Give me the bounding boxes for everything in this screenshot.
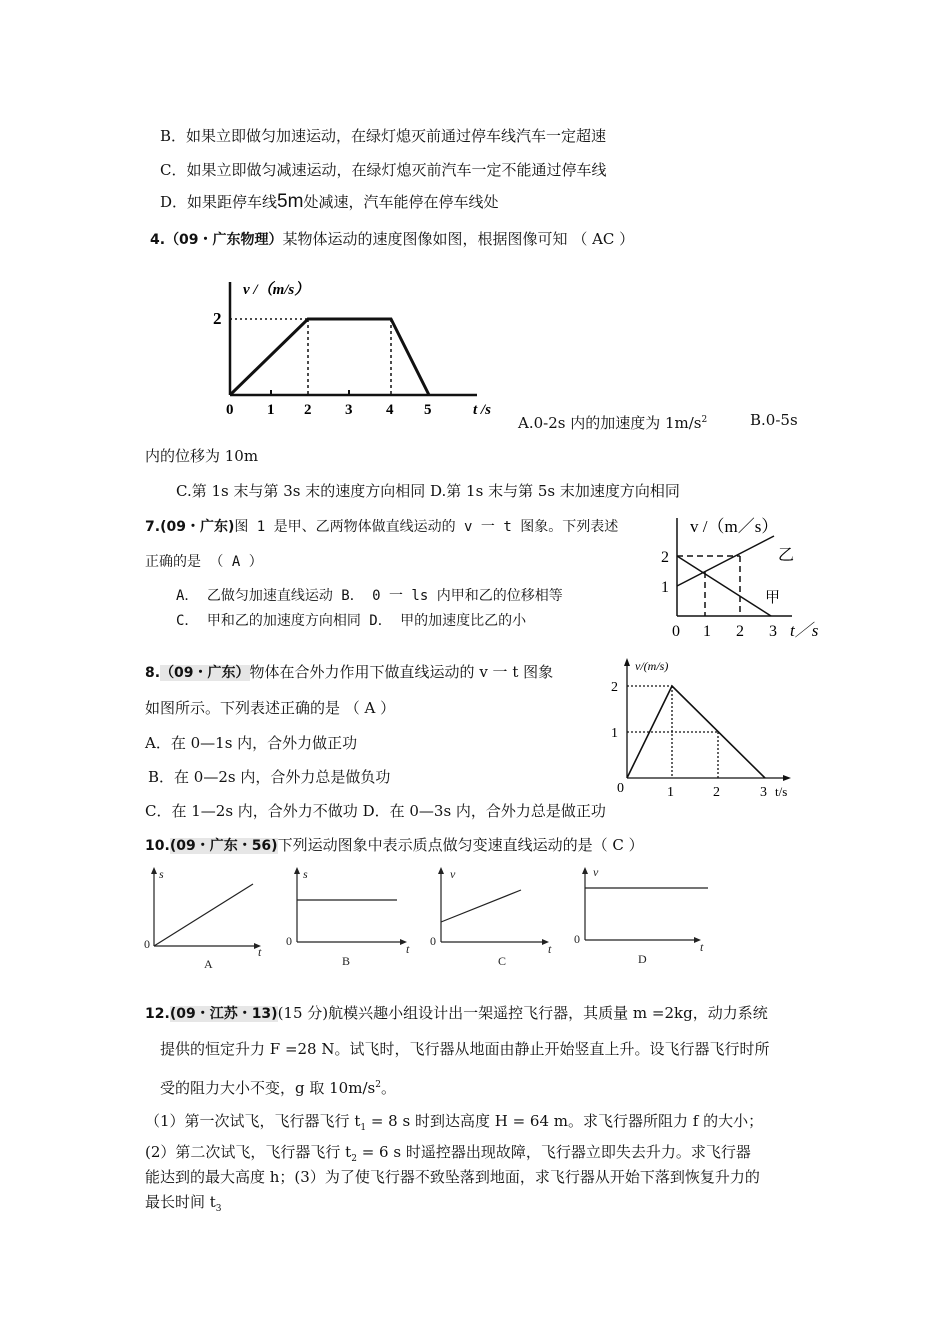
q10-graph-c <box>430 867 552 968</box>
q3-option-c: C．如果立即做匀减速运动，在绿灯熄灭前汽车一定不能通过停车线 <box>160 161 607 179</box>
q8-x-tick-3: 3 <box>760 785 767 800</box>
q12-number: 12. <box>145 1006 170 1022</box>
q8-x-tick-0: 0 <box>617 781 624 796</box>
q7-x-tick-2: 2 <box>736 623 744 640</box>
q7-line-jia-label: 甲 <box>765 590 781 606</box>
q10-graph-b-xlabel: t <box>406 942 410 956</box>
q8-option-a: A．在 0—1s 内，合外力做正功 <box>145 734 358 752</box>
q12-stem-line3 <box>160 1075 396 1098</box>
q7-x-tick-3: 3 <box>769 623 777 640</box>
q10-graph-a-ylabel: s <box>159 867 164 881</box>
q7-y-label: v /（m／s） <box>690 517 779 536</box>
q10-graph-c-caption: C <box>498 954 507 968</box>
q12-part3-end <box>145 1192 222 1219</box>
q12-part3-text: 最长时间 t <box>145 1193 216 1211</box>
q10-graph-b-ylabel: s <box>303 867 308 881</box>
q10-graph-d-origin: 0 <box>574 932 580 946</box>
q10-graphs <box>140 862 720 974</box>
q10-graph-c-origin: 0 <box>430 934 436 948</box>
q8-velocity-graph <box>605 652 805 802</box>
q12-part2-sub: 2 <box>351 1154 357 1164</box>
q10-graph-b-origin: 0 <box>286 934 292 948</box>
q10-graph-d-ylabel: v <box>593 865 599 879</box>
q10-graph-d-xlabel: t <box>700 940 704 954</box>
q12-part1 <box>145 1111 763 1138</box>
q7-velocity-graph <box>652 510 842 645</box>
q10-graph-b <box>286 867 410 968</box>
q4-x-tick-4: 4 <box>386 402 394 418</box>
q7-y-tick-1: 1 <box>661 579 669 596</box>
q4-option-b-end: 内的位移为 10m <box>145 447 259 465</box>
q4-velocity-line <box>230 319 429 395</box>
q3-option-d-text-b: 处减速，汽车能停在停车线处 <box>303 193 499 211</box>
q12-part2-text-a: (2）第二次试飞，飞行器飞行 t <box>145 1143 352 1161</box>
q12-line1: (15 分)航模兴趣小组设计出一架遥控飞行器，其质量 m =2kg，动力系统 <box>277 1004 768 1022</box>
q12-part2-text-b: = 6 s 时遥控器出现故障，飞行器立即失去升力。求飞行器 <box>356 1143 751 1161</box>
q4-velocity-graph <box>205 272 515 422</box>
q10-graph-b-caption: B <box>342 954 351 968</box>
q10-graph-a-line <box>154 884 253 946</box>
q4-y-tick-2: 2 <box>213 309 222 328</box>
q8-y-tick-2: 2 <box>611 680 618 695</box>
q3-option-b: B．如果立即做匀加速运动，在绿灯熄灭前通过停车线汽车一定超速 <box>160 127 607 145</box>
q7-line-yi-label: 乙 <box>778 547 795 564</box>
q7-x-label: t／s <box>790 621 819 640</box>
q12-source: (09・江苏・13) <box>169 1006 278 1022</box>
q10-number: 10. <box>145 838 170 854</box>
q12-part2-3: 能达到的最大高度 h；(3）为了使飞行器不致坠落到地面，求飞行器从开始下落到恢复升力的 <box>145 1168 760 1186</box>
q4-option-a-sup: 2 <box>701 415 708 425</box>
q12-part1-text-b: = 8 s 时到达高度 H = 64 m。求飞行器所阻力 f 的大小； <box>366 1112 764 1130</box>
q4-options-cd: C.第 1s 末与第 3s 末的速度方向相同 D.第 1s 末与第 5s 末加速度方向相同 <box>176 482 680 500</box>
q4-option-a <box>518 410 707 433</box>
q7-options-cd: C． 甲和乙的加速度方向相同 D． 甲的加速度比乙的小 <box>176 613 527 629</box>
q10-graph-c-xlabel: t <box>548 942 552 956</box>
q7-line-jia <box>677 556 771 616</box>
q10-graph-a-origin: 0 <box>144 937 150 951</box>
q3-option-d-distance: 5m <box>277 191 304 212</box>
q12-line3-end: 。 <box>380 1079 396 1097</box>
q8-x-label: t/s <box>775 784 788 799</box>
q10-graph-a-xlabel: t <box>258 945 262 959</box>
q4-number: 4. <box>150 232 166 248</box>
q8-option-b: B．在 0—2s 内，合外力总是做负功 <box>148 768 391 786</box>
q4-x-tick-5: 5 <box>424 402 432 418</box>
q10-graph-c-ylabel: v <box>450 867 456 881</box>
q7-stem-a: 图 1 是甲、乙两物体做直线运动的 v 一 t 图象。下列表述 <box>234 519 619 535</box>
q8-stem-line1 <box>145 662 553 683</box>
q7-line-yi <box>677 536 774 586</box>
q12-part2 <box>145 1142 751 1169</box>
q8-options-cd: C．在 1—2s 内，合外力不做功 D．在 0—3s 内，合外力总是做正功 <box>145 802 606 820</box>
q12-part1-sub: 1 <box>360 1123 367 1133</box>
q4-x-tick-0: 0 <box>226 402 234 418</box>
q3-option-d <box>160 192 498 212</box>
q8-stem-line2: 如图所示。下列表述正确的是 （ A ） <box>145 699 396 717</box>
q10-question: 下列运动图象中表示质点做匀变速直线运动的是（ C ） <box>277 836 644 854</box>
q4-x-tick-1: 1 <box>267 402 275 418</box>
q12-stem-line2: 提供的恒定升力 F =28 N。试飞时，飞行器从地面由静止开始竖直上升。设飞行器飞行时所 <box>160 1040 770 1058</box>
q10-graph-a <box>144 867 262 971</box>
q4-source: （09・广东物理） <box>165 232 283 248</box>
q12-part1-text-a: （1）第一次试飞，飞行器飞行 t <box>145 1112 361 1130</box>
q4-x-tick-2: 2 <box>304 402 312 418</box>
q4-y-label: v /（m/s） <box>243 282 310 298</box>
q4-x-tick-3: 3 <box>345 402 353 418</box>
q7-options-ab: A． 乙做匀加速直线运动 B． 0 一 ls 内甲和乙的位移相等 <box>176 588 563 604</box>
q7-number: 7. <box>145 519 161 535</box>
q10-graph-d <box>574 865 708 966</box>
q8-x-tick-1: 1 <box>667 785 674 800</box>
q8-source: （09・广东） <box>160 665 250 681</box>
q8-y-tick-1: 1 <box>611 726 618 741</box>
q8-number: 8. <box>145 665 161 681</box>
q4-option-a-text: A.0-2s 内的加速度为 1m/s <box>518 414 702 432</box>
q4-option-b-start: B.0-5s <box>750 411 798 429</box>
q12-stem-line1 <box>145 1003 768 1024</box>
q4-stem <box>150 229 634 250</box>
q7-stem-line2: 正确的是 （ A ） <box>145 554 263 570</box>
q8-y-label: v/(m/s) <box>635 659 669 673</box>
q10-graph-c-line <box>441 890 521 922</box>
q12-line3-text: 受的阻力大小不变，g 取 10m/s <box>160 1079 376 1097</box>
q3-option-d-text-a: D．如果距停车线 <box>160 193 278 211</box>
q4-x-label: t /s <box>473 402 491 418</box>
q10-stem <box>145 835 644 856</box>
q8-x-tick-2: 2 <box>713 785 720 800</box>
q7-x-tick-0: 0 <box>672 623 680 640</box>
q12-part3-sub: 3 <box>215 1204 222 1214</box>
q10-source: (09・广东・56) <box>169 838 278 854</box>
q8-stem-a: 物体在合外力作用下做直线运动的 v 一 t 图象 <box>249 663 554 681</box>
q7-y-tick-2: 2 <box>661 549 669 566</box>
q10-graph-a-caption: A <box>204 957 213 971</box>
q12-line3-sup: 2 <box>375 1080 381 1090</box>
q7-source: (09・广东) <box>160 519 235 535</box>
q10-graph-d-caption: D <box>638 952 647 966</box>
q4-question: 某物体运动的速度图像如图，根据图像可知 （ AC ） <box>282 230 635 248</box>
q7-x-tick-1: 1 <box>703 623 711 640</box>
q7-stem-line1 <box>145 516 618 537</box>
